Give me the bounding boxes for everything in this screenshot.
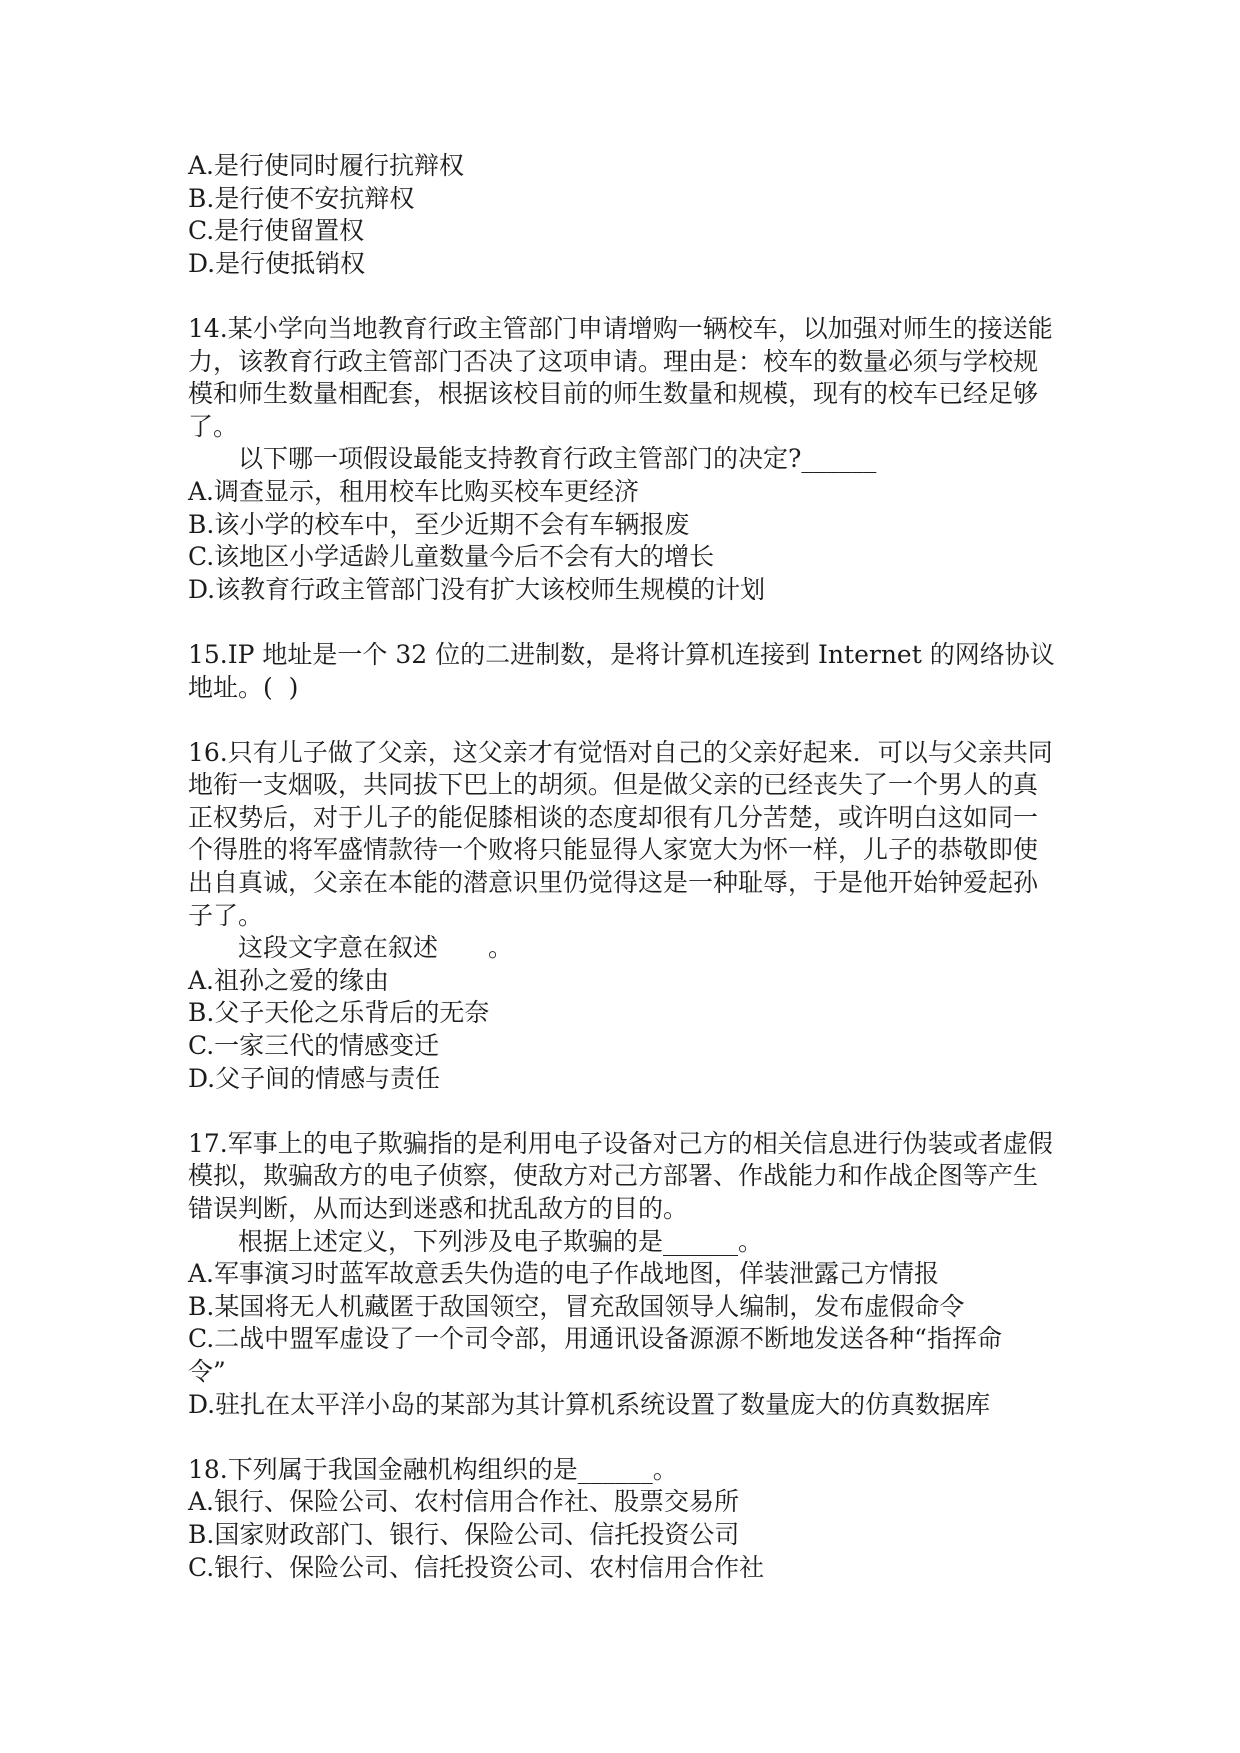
option-a: A.是行使同时履行抗辩权 — [188, 151, 465, 180]
question-stem-line: 子了。 — [188, 900, 264, 930]
question-prompt: 以下哪一项假设最能支持教育行政主管部门的决定?______ — [238, 444, 877, 474]
option-d: D.是行使抵销权 — [188, 248, 366, 278]
option-b: B.某国将无人机藏匿于敌国领空，冒充敌国领导人编制，发布虚假命令 — [188, 1291, 965, 1321]
question-stem-line: 模和师生数量相配套，根据该校目前的师生数量和规模，现有的校车已经足够 — [188, 379, 1039, 409]
question-stem-line: 地衔一支烟吸，共同拔下巴上的胡须。但是做父亲的已经丧失了一个男人的真 — [188, 770, 1039, 800]
question-stem-line: 16.只有儿子做了父亲，这父亲才有觉悟对自己的父亲好起来．可以与父亲共同 — [188, 737, 1053, 767]
question-stem-line: 17.军事上的电子欺骗指的是利用电子设备对己方的相关信息进行伪装或者虚假 — [188, 1128, 1053, 1158]
option-c: C.银行、保险公司、信托投资公司、农村信用合作社 — [188, 1552, 765, 1582]
question-stem-line: 个得胜的将军盛情款待一个败将只能显得人家宽大为怀一样，儿子的恭敬即使 — [188, 835, 1039, 865]
question-stem-line: 错误判断，从而达到迷惑和扰乱敌方的目的。 — [188, 1194, 689, 1223]
option-c: C.二战中盟军虚设了一个司令部，用通讯设备源源不断地发送各种“指挥命 — [188, 1324, 1002, 1354]
question-stem-line: 15.IP 地址是一个 32 位的二进制数，是将计算机连接到 Internet 的网络协议 — [188, 639, 1055, 669]
option-a: A.银行、保险公司、农村信用合作社、股票交易所 — [188, 1487, 740, 1517]
option-a: A.调查显示，租用校车比购买校车更经济 — [188, 476, 640, 506]
question-18 — [188, 1454, 1240, 1584]
option-d: D.驻扎在太平洋小岛的某部为其计算机系统设置了数量庞大的仿真数据库 — [188, 1389, 991, 1419]
question-prompt: 这段文字意在叙述 。 — [238, 933, 514, 963]
option-c: C.该地区小学适龄儿童数量今后不会有大的增长 — [188, 542, 715, 572]
option-b: B.该小学的校车中，至少近期不会有车辆报废 — [188, 509, 690, 539]
question-14 — [188, 313, 1240, 606]
question-13 — [188, 150, 1240, 280]
question-stem-line: 地址。( ) — [188, 672, 299, 702]
option-c: C.一家三代的情感变迁 — [188, 1031, 440, 1061]
question-stem-line: 力，该教育行政主管部门否决了这项申请。理由是：校车的数量必须与学校规 — [188, 346, 1039, 376]
question-prompt: 根据上述定义，下列涉及电子欺骗的是______。 — [238, 1226, 764, 1256]
option-a: A.军事演习时蓝军故意丢失伪造的电子作战地图，佯装泄露己方情报 — [188, 1259, 940, 1289]
option-c: C.是行使留置权 — [188, 216, 365, 246]
question-stem-line: 模拟，欺骗敌方的电子侦察，使敌方对己方部署、作战能力和作战企图等产生 — [188, 1161, 1039, 1191]
question-stem-line: 正权势后，对于儿子的能促膝相谈的态度却很有几分苦楚，或许明白这如同一 — [188, 802, 1039, 832]
question-17 — [188, 1128, 1240, 1421]
option-b: B.是行使不安抗辩权 — [188, 183, 415, 213]
question-15 — [188, 639, 1240, 704]
option-c-continued: 令” — [188, 1356, 226, 1386]
option-b: B.国家财政部门、银行、保险公司、信托投资公司 — [188, 1519, 740, 1549]
option-d: D.父子间的情感与责任 — [188, 1063, 441, 1093]
question-stem-line: 出自真诚，父亲在本能的潜意识里仍觉得这是一种耻辱，于是他开始钟爱起孙 — [188, 868, 1039, 898]
question-stem-line: 14.某小学向当地教育行政主管部门申请增购一辆校车，以加强对师生的接送能 — [188, 313, 1053, 343]
option-b: B.父子天伦之乐背后的无奈 — [188, 998, 490, 1028]
option-a: A.祖孙之爱的缘由 — [188, 965, 390, 995]
question-stem-line: 了。 — [188, 411, 239, 441]
option-d: D.该教育行政主管部门没有扩大该校师生规模的计划 — [188, 574, 766, 604]
question-stem-line: 18.下列属于我国金融机构组织的是______。 — [188, 1454, 678, 1484]
question-16 — [188, 737, 1240, 1096]
